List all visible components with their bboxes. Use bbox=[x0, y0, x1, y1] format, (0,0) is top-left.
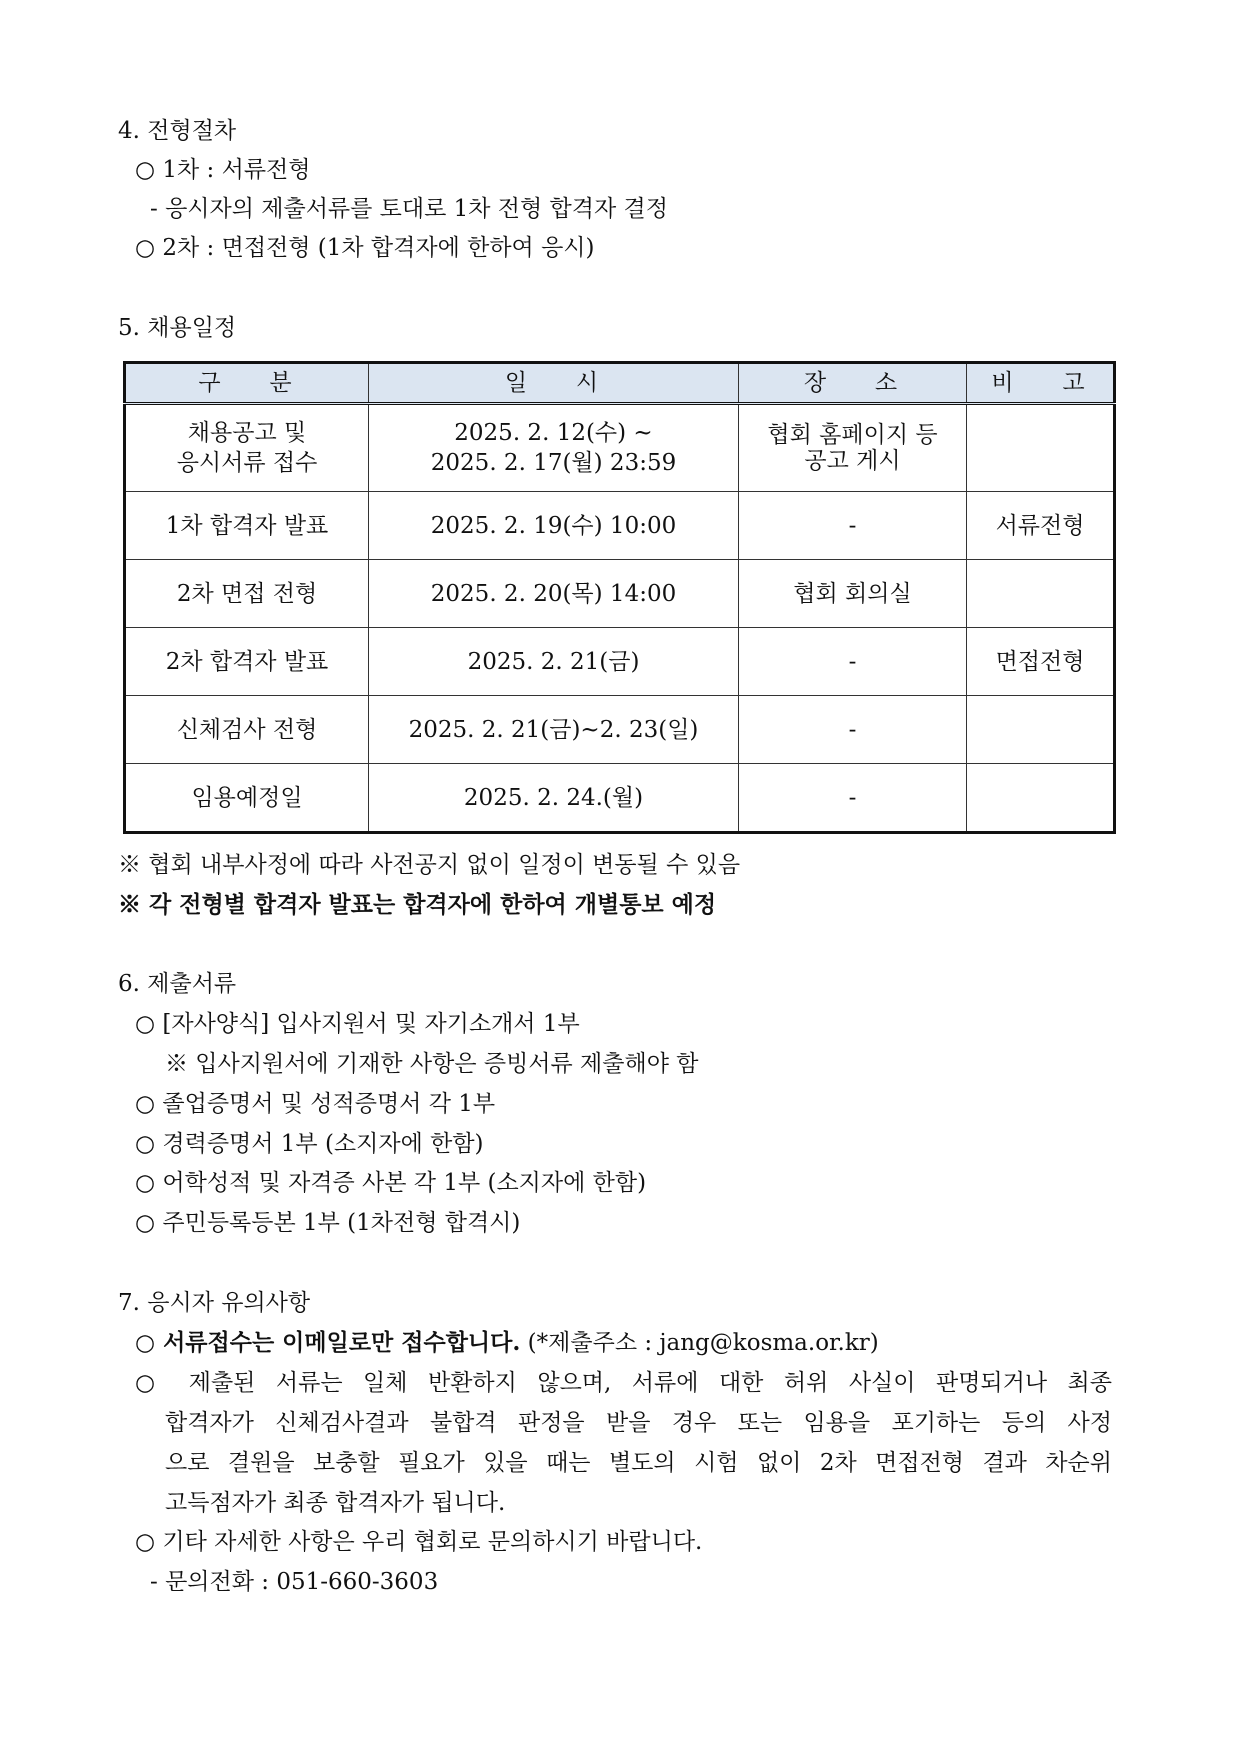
section-6-title: 6. 제출서류 bbox=[118, 971, 237, 997]
cell-category: 임용예정일 bbox=[125, 764, 369, 833]
cell-place: - bbox=[739, 764, 967, 833]
cell-category: 2차 면접 전형 bbox=[125, 560, 369, 628]
section-4-title: 4. 전형절차 bbox=[118, 118, 237, 144]
cell-note bbox=[967, 764, 1115, 833]
section-4-item-3: ○ 2차 : 면접전형 (1차 합격자에 한하여 응시) bbox=[135, 235, 595, 261]
cell-category: 2차 합격자 발표 bbox=[125, 628, 369, 696]
cell-category: 1차 합격자 발표 bbox=[125, 492, 369, 560]
section-5-title: 5. 채용일정 bbox=[118, 315, 237, 341]
cell-place: - bbox=[739, 492, 967, 560]
section-7-item-2-line-2: 합격자가 신체검사결과 불합격 판정을 받을 경우 또는 임용을 포기하는 등의 사정 bbox=[165, 1410, 1112, 1436]
section-6-item-4: ○ 어학성적 및 자격증 사본 각 1부 (소지자에 한함) bbox=[135, 1170, 647, 1196]
schedule-table bbox=[123, 361, 1116, 834]
section-4-item-2: - 응시자의 제출서류를 토대로 1차 전형 합격자 결정 bbox=[150, 196, 668, 222]
table-row bbox=[125, 628, 1115, 696]
cell-datetime: 2025. 2. 19(수) 10:00 bbox=[369, 492, 739, 560]
section-7-item-2-line-1: ○ 제출된 서류는 일체 반환하지 않으며, 서류에 대한 허위 사실이 판명되거나 최종 bbox=[135, 1370, 1112, 1396]
section-6-item-2: ○ 졸업증명서 및 성적증명서 각 1부 bbox=[135, 1091, 496, 1117]
schedule-table-header-row bbox=[125, 363, 1115, 404]
cell-datetime: 2025. 2. 21(금)~2. 23(일) bbox=[369, 696, 739, 764]
section-7-item-1-email: (*제출주소 : jang@kosma.or.kr) bbox=[520, 1330, 879, 1356]
cell-category: 채용공고 및 응시서류 접수 bbox=[125, 404, 369, 492]
table-row bbox=[125, 492, 1115, 560]
cell-datetime: 2025. 2. 24.(월) bbox=[369, 764, 739, 833]
section-7-item-2-line-3: 으로 결원을 보충할 필요가 있을 때는 별도의 시험 없이 2차 면접전형 결과 차순위 bbox=[165, 1450, 1112, 1476]
section-7-item-2-line-4: 고득점자가 최종 합격자가 됩니다. bbox=[165, 1490, 506, 1516]
header-note: 비 고 bbox=[967, 363, 1115, 404]
section-7-item-1-bold: ○ 서류접수는 이메일로만 접수합니다. bbox=[135, 1329, 521, 1356]
schedule-note-2: ※ 각 전형별 합격자 발표는 합격자에 한하여 개별통보 예정 bbox=[118, 891, 717, 918]
cell-place: - bbox=[739, 696, 967, 764]
section-7-contact-phone: - 문의전화 : 051-660-3603 bbox=[150, 1569, 439, 1595]
schedule-note-1: ※ 협회 내부사정에 따라 사전공지 없이 일정이 변동될 수 있음 bbox=[118, 852, 741, 878]
section-4-item-1: ○ 1차 : 서류전형 bbox=[135, 157, 311, 183]
table-row bbox=[125, 560, 1115, 628]
section-6-item-3: ○ 경력증명서 1부 (소지자에 한함) bbox=[135, 1131, 484, 1157]
cell-category: 신체검사 전형 bbox=[125, 696, 369, 764]
header-category: 구 분 bbox=[125, 363, 369, 404]
table-row bbox=[125, 764, 1115, 833]
cell-datetime: 2025. 2. 20(목) 14:00 bbox=[369, 560, 739, 628]
cell-place: 협회 홈페이지 등 공고 게시 bbox=[739, 404, 967, 492]
header-place: 장 소 bbox=[739, 363, 967, 404]
section-7-item-3: ○ 기타 자세한 사항은 우리 협회로 문의하시기 바랍니다. bbox=[135, 1529, 703, 1555]
cell-datetime: 2025. 2. 21(금) bbox=[369, 628, 739, 696]
cell-note bbox=[967, 560, 1115, 628]
cell-note bbox=[967, 404, 1115, 492]
cell-place: 협회 회의실 bbox=[739, 560, 967, 628]
cell-note: 서류전형 bbox=[967, 492, 1115, 560]
cell-place: - bbox=[739, 628, 967, 696]
section-7-item-1 bbox=[135, 1328, 879, 1358]
header-datetime: 일 시 bbox=[369, 363, 739, 404]
section-7-title: 7. 응시자 유의사항 bbox=[118, 1290, 311, 1316]
cell-note: 면접전형 bbox=[967, 628, 1115, 696]
section-6-item-1: ○ [자사양식] 입사지원서 및 자기소개서 1부 bbox=[135, 1011, 580, 1037]
table-row bbox=[125, 696, 1115, 764]
cell-datetime: 2025. 2. 12(수) ~ 2025. 2. 17(월) 23:59 bbox=[369, 404, 739, 492]
section-6-item-5: ○ 주민등록등본 1부 (1차전형 합격시) bbox=[135, 1210, 521, 1236]
table-row bbox=[125, 404, 1115, 492]
section-6-item-1-note: ※ 입사지원서에 기재한 사항은 증빙서류 제출해야 함 bbox=[165, 1051, 699, 1077]
cell-note bbox=[967, 696, 1115, 764]
